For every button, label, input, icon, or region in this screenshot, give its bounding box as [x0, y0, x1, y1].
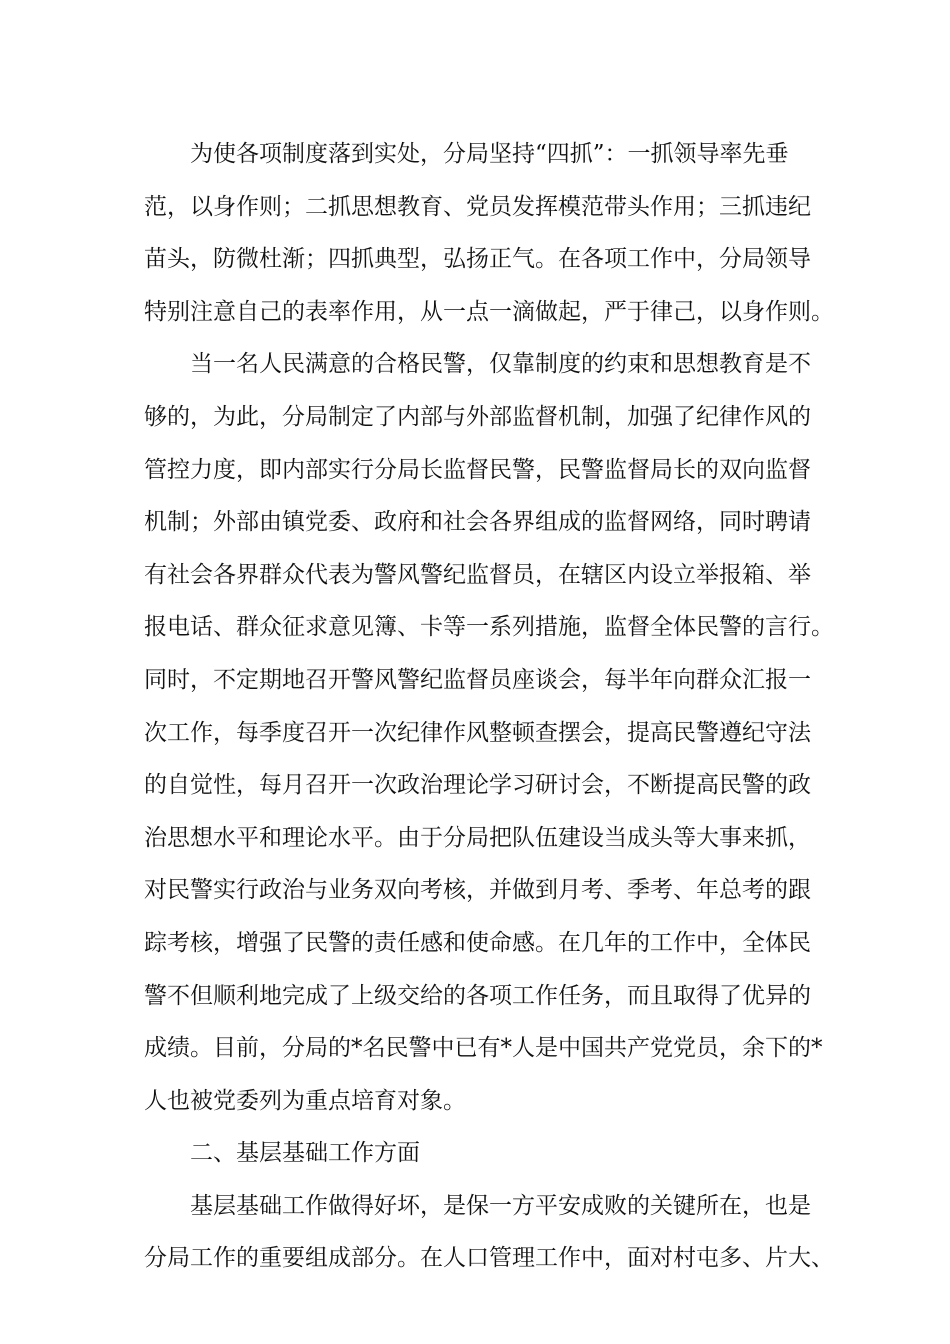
section-heading: 二、基层基础工作方面	[190, 1140, 420, 1167]
paragraph-line: 基层基础工作做得好坏，是保一方平安成败的关键所在，也是	[190, 1192, 811, 1219]
paragraph-line: 当一名人民满意的合格民警，仅靠制度的约束和思想教育是不	[190, 351, 811, 378]
paragraph-line: 有社会各界群众代表为警风警纪监督员，在辖区内设立举报箱、举	[144, 561, 811, 588]
paragraph-line: 的自觉性，每月召开一次政治理论学习研讨会，不断提高民警的政	[144, 772, 811, 799]
document-body	[144, 128, 834, 1285]
paragraph-line: 机制；外部由镇党委、政府和社会各界组成的监督网络，同时聘请	[144, 509, 811, 536]
paragraph-line: 管控力度，即内部实行分局长监督民警，民警监督局长的双向监督	[144, 456, 811, 483]
paragraph-line: 踪考核，增强了民警的责任感和使命感。在几年的工作中，全体民	[144, 929, 811, 956]
paragraph-line: 范，以身作则；二抓思想教育、党员发挥模范带头作用；三抓违纪	[144, 193, 811, 220]
paragraph-line: 治思想水平和理论水平。由于分局把队伍建设当成头等大事来抓，	[144, 824, 811, 851]
paragraph-line: 为使各项制度落到实处，分局坚持“四抓”：一抓领导率先垂	[190, 141, 789, 167]
paragraph-line: 报电话、群众征求意见簿、卡等一系列措施，监督全体民警的言行。	[144, 614, 834, 641]
paragraph-line: 成绩。目前，分局的*名民警中已有*人是中国共产党党员，余下的*	[144, 1035, 823, 1062]
paragraph-line: 对民警实行政治与业务双向考核，并做到月考、季考、年总考的跟	[144, 877, 811, 904]
paragraph-line: 人也被党委列为重点培育对象。	[144, 1087, 466, 1114]
paragraph-line: 苗头，防微杜渐；四抓典型，弘扬正气。在各项工作中，分局领导	[144, 246, 811, 273]
paragraph-line: 分局工作的重要组成部分。在人口管理工作中，面对村屯多、片大、	[144, 1245, 834, 1272]
paragraph-line: 同时，不定期地召开警风警纪监督员座谈会，每半年向群众汇报一	[144, 666, 811, 693]
paragraph-line: 够的，为此，分局制定了内部与外部监督机制，加强了纪律作风的	[144, 403, 811, 430]
paragraph-line: 警不但顺利地完成了上级交给的各项工作任务，而且取得了优异的	[144, 982, 811, 1009]
paragraph-line: 特别注意自己的表率作用，从一点一滴做起，严于律己，以身作则。	[144, 298, 834, 325]
paragraph-line: 次工作，每季度召开一次纪律作风整顿查摆会，提高民警遵纪守法	[144, 719, 811, 746]
